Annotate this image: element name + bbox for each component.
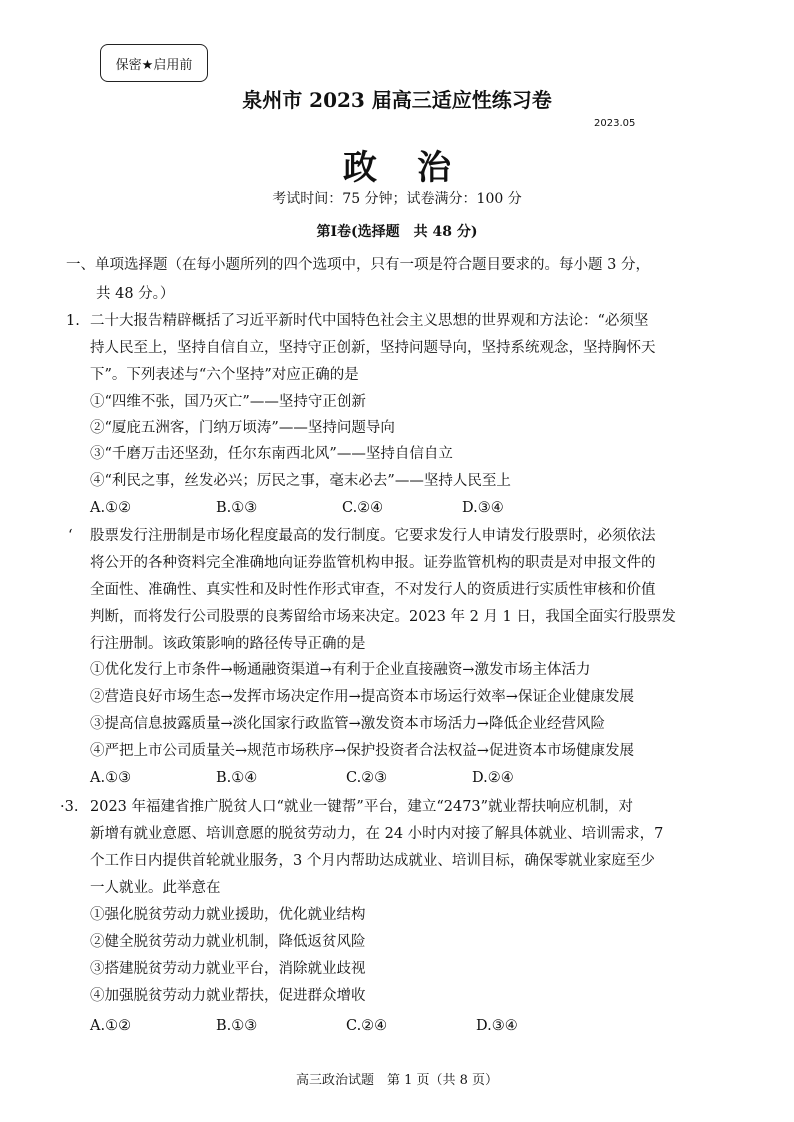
- confidential-stamp: 保密★启用前: [100, 44, 208, 82]
- question-item: ②健全脱贫劳动力就业机制，降低返贫风险: [90, 934, 366, 950]
- question-item: ④严把上市公司质量关→规范市场秩序→保护投资者合法权益→促进资本市场健康发展: [90, 743, 634, 759]
- exam-info: 考试时间：75 分钟；试卷满分：100 分: [272, 191, 522, 207]
- option-c[interactable]: C.②④: [342, 500, 384, 516]
- question-item: ②营造良好市场生态→发挥市场决定作用→提高资本市场运行效率→保证企业健康发展: [90, 689, 634, 705]
- subject-title: 政治: [343, 148, 491, 188]
- question-stem-line: 将公开的各种资料完全准确地向证券监管机构申报。证券监管机构的职责是对申报文件的: [90, 555, 656, 571]
- question-stem-line: 持人民至上，坚持自信自立，坚持守正创新，坚持问题导向，坚持系统观念，坚持胸怀天: [90, 340, 656, 356]
- option-a[interactable]: A.①②: [90, 1018, 132, 1034]
- section-instruction: 一、单项选择题（在每小题所列的四个选项中，只有一项是符合题目要求的。每小题 3 分，: [66, 257, 650, 273]
- page-footer: 高三政治试题 第 1 页（共 8 页）: [295, 1073, 499, 1088]
- option-d[interactable]: D.③④: [462, 500, 504, 516]
- question-item: ④加强脱贫劳动力就业帮扶，促进群众增收: [90, 988, 366, 1004]
- question-item: ③提高信息披露质量→淡化国家行政监管→激发资本市场活力→降低企业经营风险: [90, 716, 605, 732]
- question-item: ①优化发行上市条件→畅通融资渠道→有利于企业直接融资→激发市场主体活力: [90, 662, 591, 678]
- exam-title: 泉州市 2023 届高三适应性练习卷: [242, 88, 552, 112]
- question-stem-line: 行注册制。该政策影响的路径传导正确的是: [90, 636, 366, 652]
- section-instruction-cont: 共 48 分。）: [96, 286, 175, 302]
- question-number: 1.: [66, 313, 80, 329]
- option-a[interactable]: A.①②: [90, 500, 132, 516]
- option-b[interactable]: B.①③: [216, 500, 258, 516]
- option-b[interactable]: B.①④: [216, 770, 258, 786]
- question-number: ·3.: [60, 799, 79, 815]
- question-stem-line: 判断，而将发行公司股票的良莠留给市场来决定。2023 年 2 月 1 日，我国全面实行股票发: [90, 609, 676, 625]
- option-a[interactable]: A.①③: [90, 770, 132, 786]
- question-stem-line: 下”。下列表述与“六个坚持”对应正确的是: [90, 367, 359, 383]
- option-d[interactable]: D.②④: [472, 770, 514, 786]
- question-stem-line: 一人就业。此举意在: [90, 880, 221, 896]
- option-c[interactable]: C.②④: [346, 1018, 388, 1034]
- question-stem-line: 个工作日内提供首轮就业服务，3 个月内帮助达成就业、培训目标，确保零就业家庭至少: [90, 853, 655, 869]
- question-item: ①强化脱贫劳动力就业援助，优化就业结构: [90, 907, 366, 923]
- question-item: ④“利民之事，丝发必兴；厉民之事，毫末必去”——坚持人民至上: [90, 473, 511, 489]
- question-stem-line: 新增有就业意愿、培训意愿的脱贫劳动力，在 24 小时内对接了解具体就业、培训需求，7: [90, 826, 664, 842]
- question-stem-line: 股票发行注册制是市场化程度最高的发行制度。它要求发行人申请发行股票时，必须依法: [90, 528, 656, 544]
- question-number: ‘: [68, 528, 73, 544]
- part-title: 第Ⅰ卷(选择题 共 48 分): [316, 224, 478, 240]
- question-item: ①“四维不张，国乃灭亡”——坚持守正创新: [90, 394, 366, 410]
- question-item: ②“厦庇五洲客，门纳万顷涛”——坚持问题导向: [90, 420, 395, 436]
- option-d[interactable]: D.③④: [476, 1018, 518, 1034]
- question-stem-line: 全面性、准确性、真实性和及时性作形式审查，不对发行人的资质进行实质性审核和价值: [90, 582, 656, 598]
- question-stem-line: 2023 年福建省推广脱贫人口“就业一键帮”平台，建立“2473”就业帮扶响应机制，对: [90, 799, 634, 815]
- option-b[interactable]: B.①③: [216, 1018, 258, 1034]
- exam-date: 2023.05: [594, 118, 636, 129]
- question-stem-line: 二十大报告精辟概括了习近平新时代中国特色社会主义思想的世界观和方法论：“必须坚: [90, 313, 649, 329]
- question-item: ③“千磨万击还坚劲，任尔东南西北风”——坚持自信自立: [90, 446, 453, 462]
- question-item: ③搭建脱贫劳动力就业平台，消除就业歧视: [90, 961, 366, 977]
- option-c[interactable]: C.②③: [346, 770, 388, 786]
